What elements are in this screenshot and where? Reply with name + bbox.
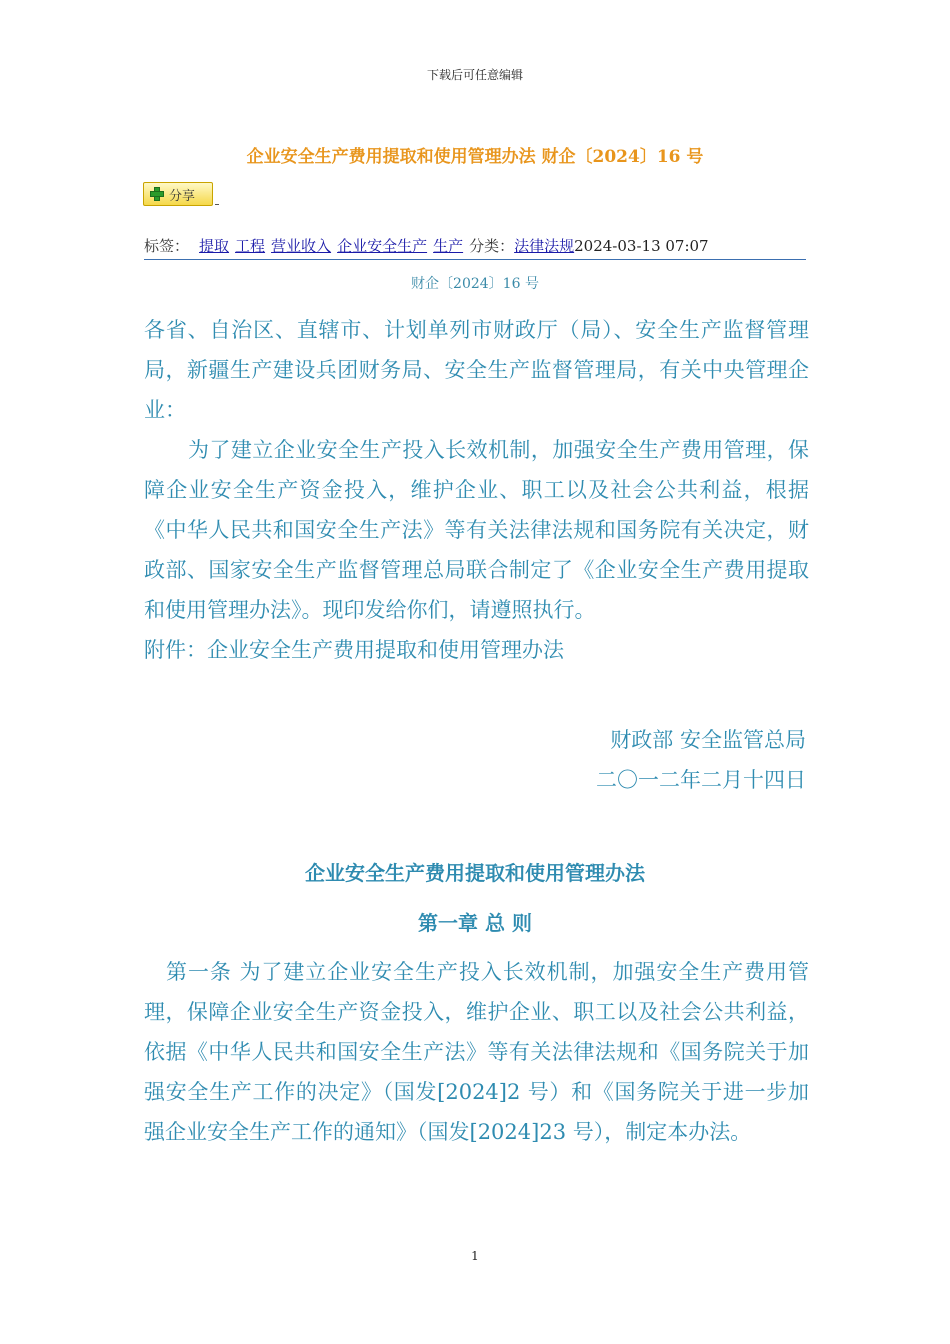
publish-datetime: 2024-03-13 07:07	[574, 237, 709, 255]
tags-bar	[144, 235, 806, 260]
addressees: 各省、自治区、直辖市、计划单列市财政厅（局）、安全生产监督管理局，新疆生产建设兵团财务局、安全生产监督管理局，有关中央管理企业：	[144, 318, 809, 422]
tags-label: 标签：	[144, 237, 190, 255]
regulation-title: 企业安全生产费用提取和使用管理办法	[305, 861, 645, 885]
article-body	[144, 952, 809, 1152]
intro-paragraph: 为了建立企业安全生产投入长效机制，加强安全生产费用管理，保障企业安全生产资金投入，维护企业、职工以及社会公共利益，根据《中华人民共和国安全生产法》等有关法律法规和国务院有关决定，财政部、国家安全生产监督管理总局联合制定了《企业安全生产费用提取和使用管理办法》。现印发给你们，请遵照执行。	[144, 438, 809, 622]
notice-body	[144, 310, 809, 670]
category-link[interactable]: 法律法规	[514, 237, 575, 255]
document-title: 企业安全生产费用提取和使用管理办法 财企〔2024〕16 号	[246, 147, 704, 167]
tag-link[interactable]: 工程	[235, 237, 266, 255]
page-header-note: 下载后可任意编辑	[426, 68, 523, 82]
tag-link[interactable]: 提取	[199, 237, 230, 255]
category-label: 分类：	[469, 237, 515, 255]
share-button[interactable]	[143, 182, 213, 206]
tag-link[interactable]: 生产	[433, 237, 464, 255]
article-1: 第一条 为了建立企业安全生产投入长效机制，加强安全生产费用管理，保障企业安全生产资金投入，维护企业、职工以及社会公共利益，依据《中华人民共和国安全生产法》等有关法律法规和《国务院关于加强安全生产工作的决定》（国发[2024]2 号）和《国务院关于进一步加强企业安全生产工作的通知》（国发[2024]23 号），制定本办法。	[144, 960, 809, 1144]
signature-date: 二〇一二年二月十四日	[596, 768, 806, 792]
tag-link[interactable]: 营业收入	[271, 237, 332, 255]
attachment-line: 附件：企业安全生产费用提取和使用管理办法	[144, 638, 564, 662]
tag-link[interactable]: 企业安全生产	[337, 237, 428, 255]
plus-icon	[150, 187, 164, 201]
signature-issuers: 财政部 安全监管总局	[610, 728, 806, 752]
document-number: 财企〔2024〕16 号	[411, 276, 539, 292]
page-number: 1	[471, 1249, 479, 1263]
share-divider	[215, 204, 219, 205]
chapter-title: 第一章 总 则	[418, 911, 532, 935]
share-button-label: 分享	[169, 188, 196, 204]
